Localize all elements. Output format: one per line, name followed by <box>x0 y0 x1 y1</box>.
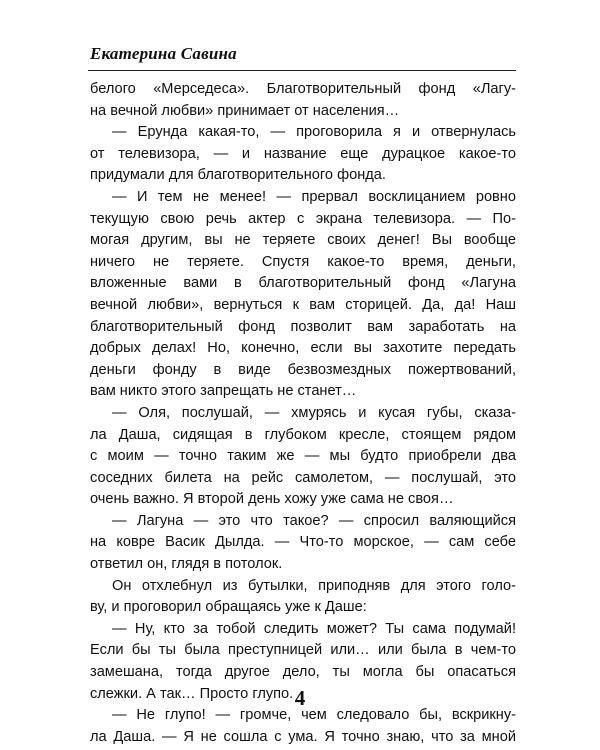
page-number: 4 <box>294 686 306 710</box>
text-line: — Ну, кто за тобой следить может? Ты сама подумай! <box>112 620 516 637</box>
text-line: вложенные вами в благотворительный фонд «Лагуна <box>90 275 516 292</box>
text-line: от телевизора, — и название еще дурацкое какое-то <box>90 145 516 162</box>
text-line: ничего не теряете. Спустя какое-то время, деньги, <box>90 253 516 270</box>
body-text <box>90 79 516 748</box>
text-line: замешана, тогда другое дело, ты могла бы опасаться <box>90 664 516 681</box>
text-line: — Не глупо! — громче, чем следовало бы, вскрикну- <box>112 707 516 724</box>
text-line: слежки. А так… Просто глупо. <box>90 685 294 702</box>
text-line: белого «Мерседеса». Благотворительный фонд «Лагу- <box>90 81 516 97</box>
text-line: ответил он, глядя в потолок. <box>90 556 283 573</box>
text-line: — Лагуна — это что такое? — спросил валяющийся <box>112 512 516 529</box>
text-line: деньги фонду в виде безвозмездных пожертвований, <box>90 361 516 378</box>
text-line: — И тем не менее! — прервал восклицанием ровно <box>112 188 516 205</box>
text-line: придумали для благотворительного фонда. <box>90 167 386 184</box>
text-line: Если бы ты была преступницей или… или была в чем-то <box>90 642 516 659</box>
text-line: на вечной любви» принимает от населения… <box>90 102 400 119</box>
text-line: ву, и проговорил обращаясь уже к Даше: <box>90 599 367 616</box>
header-rule <box>88 70 516 71</box>
text-line: вечной любви», вернуться к вам сторицей. Да, да! Наш <box>90 296 516 313</box>
text-line: ла Даша, сидящая в глубоком кресле, стоящем рядом <box>90 426 516 443</box>
text-line: очень важно. Я второй день хожу уже сама не своя… <box>90 491 454 508</box>
text-line: Он отхлебнул из бутылки, приподняв для этого голо- <box>112 577 516 594</box>
text-line: — Оля, послушай, — хмурясь и кусая губы, сказа- <box>112 404 516 421</box>
running-head-author: Екатерина Савина <box>90 44 237 63</box>
text-line: соседних билета на рейс самолетом, — послушай, это <box>90 469 516 486</box>
text-line: вам никто этого запрещать не станет… <box>90 383 357 400</box>
text-line: на ковре Васик Дылда. — Что-то морское, — сам себе <box>90 534 516 551</box>
text-line: благотворительный фонд позволит вам заработать на <box>90 318 516 335</box>
text-line: могая другим, вы не теряете своих денег! Вы вообще <box>90 232 516 249</box>
text-line: добрых делах! Но, конечно, если вы захотите передать <box>90 340 516 357</box>
text-line: — Ерунда какая-то, — проговорила я и отвернулась <box>112 124 516 141</box>
text-line: с моим — точно таким же — мы будто приобрели два <box>90 448 516 465</box>
text-line: ла Даша. — Я не сошла с ума. Я точно знаю, что за мной <box>90 728 516 745</box>
text-line: текущую свою речь актер с экрана телевизора. — По- <box>90 210 516 227</box>
